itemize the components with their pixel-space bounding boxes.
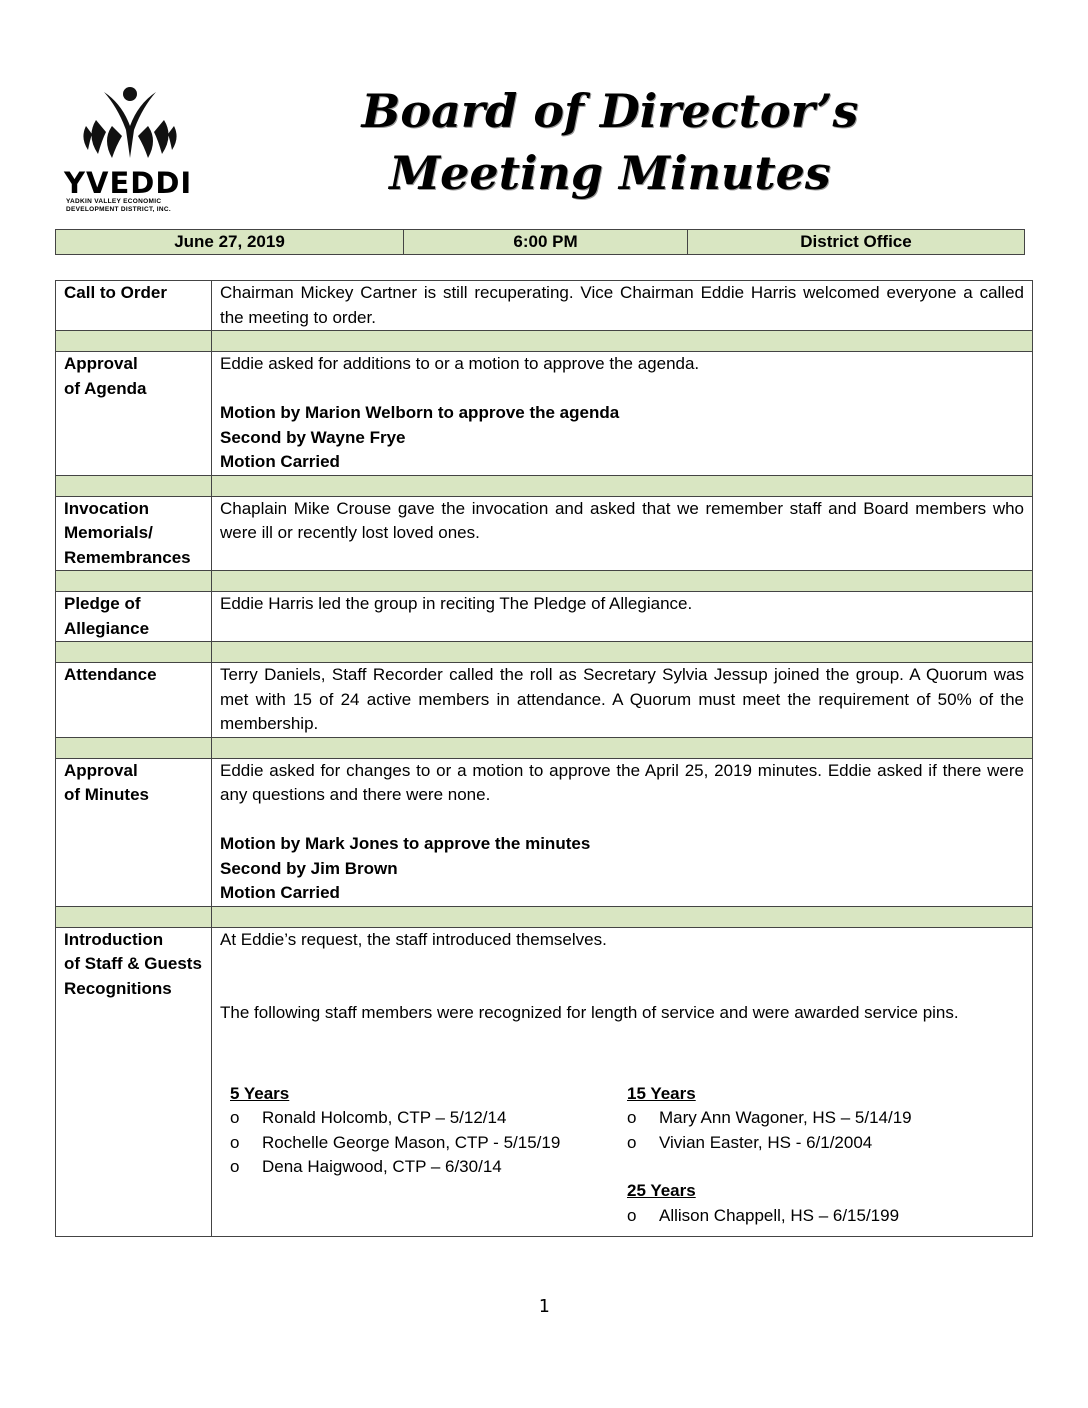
- label-line: Approval: [64, 760, 138, 780]
- agenda-second: Second by Wayne Frye: [220, 427, 406, 447]
- list-item: [230, 1131, 627, 1156]
- agenda-motion: Motion by Marion Welborn to approve the agenda: [220, 403, 620, 422]
- attendance-text: Terry Daniels, Staff Recorder called the roll as Secretary Sylvia Jessup joined the group. A Quorum was met with 15 of 24 active members in attendance. A Quorum must meet the requirement of 50% of the membership.: [220, 665, 1024, 733]
- agenda-result: Motion Carried: [220, 452, 340, 471]
- yveddi-emblem-icon: [82, 86, 178, 162]
- meeting-time: 6:00 PM: [404, 230, 688, 254]
- row-approval-minutes: [56, 758, 1033, 906]
- label-recognitions: Recognitions: [64, 978, 172, 998]
- content-approval-agenda: [212, 352, 1033, 476]
- heading-25-years: 25 Years: [627, 1181, 696, 1200]
- content-invocation: [212, 496, 1033, 571]
- row-call-to-order: [56, 281, 1033, 331]
- meeting-location: District Office: [800, 232, 912, 251]
- invocation-text: Chaplain Mike Crouse gave the invocation and asked that we remember staff and Board members who were ill or recently lost loved ones.: [220, 498, 1024, 542]
- logo-subtitle-line2: DEVELOPMENT DISTRICT, INC.: [66, 206, 171, 213]
- bullet-icon: o: [230, 1132, 240, 1152]
- minutes-motion: Motion by Mark Jones to approve the minutes: [220, 834, 591, 853]
- spacer-row: [56, 571, 1033, 592]
- awards-col-right: [627, 1082, 1024, 1229]
- title-line-1: Board of Director’s: [361, 84, 859, 138]
- label-line: of Minutes: [64, 785, 149, 804]
- title-line-2: Meeting Minutes: [389, 146, 831, 200]
- content-call-to-order: [212, 281, 1033, 331]
- award-name: Rochelle George Mason, CTP - 5/15/19: [262, 1132, 561, 1152]
- heading-5-years: 5 Years: [230, 1083, 290, 1103]
- spacer-row: [56, 642, 1033, 663]
- row-approval-agenda: [56, 352, 1033, 476]
- list-5-years: [230, 1106, 627, 1180]
- service-awards: [220, 1082, 1024, 1237]
- list-15-years: [627, 1106, 1024, 1155]
- row-invocation: [56, 496, 1033, 571]
- label-introduction: [56, 927, 212, 1237]
- spacer-row: [56, 475, 1033, 496]
- label-pledge: [56, 592, 212, 642]
- label-attendance: Attendance: [56, 663, 212, 738]
- label-line: Introduction: [64, 929, 164, 949]
- list-item: [627, 1204, 1024, 1229]
- label-approval-agenda: [56, 352, 212, 476]
- spacer-row: [56, 737, 1033, 758]
- pledge-text: Eddie Harris led the group in reciting The Pledge of Allegiance.: [220, 594, 693, 613]
- award-name: Mary Ann Wagoner, HS – 5/14/19: [659, 1108, 912, 1127]
- label-line: Memorials/: [64, 523, 153, 542]
- heading-15-years: 15 Years: [627, 1083, 696, 1103]
- label-line: of Agenda: [64, 378, 147, 398]
- bullet-icon: o: [230, 1108, 240, 1127]
- content-pledge: [212, 592, 1033, 642]
- list-item: [627, 1131, 1024, 1156]
- logo-wordmark: YVEDDI: [64, 166, 193, 200]
- label-line: of Staff & Guests: [64, 954, 202, 973]
- recognition-text: The following staff members were recognized for length of service and were awarded service pins.: [220, 1003, 959, 1022]
- list-item: [230, 1106, 627, 1131]
- agenda-text: Eddie asked for additions to or a motion to approve the agenda.: [220, 354, 700, 373]
- award-name: Dena Haigwood, CTP – 6/30/14: [262, 1157, 502, 1176]
- document-title: [300, 80, 920, 204]
- label-line: Pledge of: [64, 594, 141, 613]
- logo-subtitle: [66, 198, 196, 214]
- label-line: Remembrances: [64, 547, 191, 567]
- list-item: [627, 1106, 1024, 1131]
- award-name: Allison Chappell, HS – 6/15/199: [659, 1205, 900, 1225]
- introduction-text: At Eddie’s request, the staff introduced themselves.: [220, 929, 607, 949]
- label-line: Approval: [64, 354, 138, 373]
- bullet-icon: o: [230, 1157, 240, 1176]
- call-to-order-text: Chairman Mickey Cartner is still recuperating. Vice Chairman Eddie Harris welcomed everyone a called the meeting to order.: [220, 283, 1024, 327]
- spacer-row: [56, 331, 1033, 352]
- minutes-result: Motion Carried: [220, 883, 340, 902]
- content-attendance: [212, 663, 1033, 738]
- page-number: 1: [538, 1296, 550, 1317]
- bullet-icon: o: [627, 1108, 637, 1127]
- label-call-to-order: Call to Order: [56, 281, 212, 331]
- list-25-years: [627, 1204, 1024, 1229]
- award-name: Ronald Holcomb, CTP – 5/12/14: [262, 1108, 507, 1127]
- label-line: Allegiance: [64, 618, 150, 638]
- logo-subtitle-line1: YADKIN VALLEY ECONOMIC: [66, 198, 162, 205]
- list-item: [230, 1155, 627, 1180]
- minutes-second: Second by Jim Brown: [220, 858, 398, 878]
- award-name: Vivian Easter, HS - 6/1/2004: [659, 1132, 873, 1152]
- label-invocation: [56, 496, 212, 571]
- yveddi-logo: [60, 86, 200, 218]
- row-pledge: [56, 592, 1033, 642]
- minutes-table: [55, 280, 1033, 1237]
- bullet-icon: o: [627, 1132, 637, 1152]
- awards-col-left: [230, 1082, 627, 1229]
- content-introduction: [212, 927, 1033, 1237]
- minutes-text: Eddie asked for changes to or a motion to approve the April 25, 2019 minutes. Eddie asked if there were any questions and there were none.: [220, 760, 1024, 804]
- meeting-date: June 27, 2019: [56, 230, 404, 254]
- label-approval-minutes: [56, 758, 212, 906]
- bullet-icon: o: [627, 1205, 637, 1225]
- label-line: Invocation: [64, 498, 150, 518]
- content-approval-minutes: [212, 758, 1033, 906]
- row-attendance: [56, 663, 1033, 738]
- row-introduction: [56, 927, 1033, 1237]
- spacer-row: [56, 906, 1033, 927]
- meeting-info-bar: [55, 229, 1025, 255]
